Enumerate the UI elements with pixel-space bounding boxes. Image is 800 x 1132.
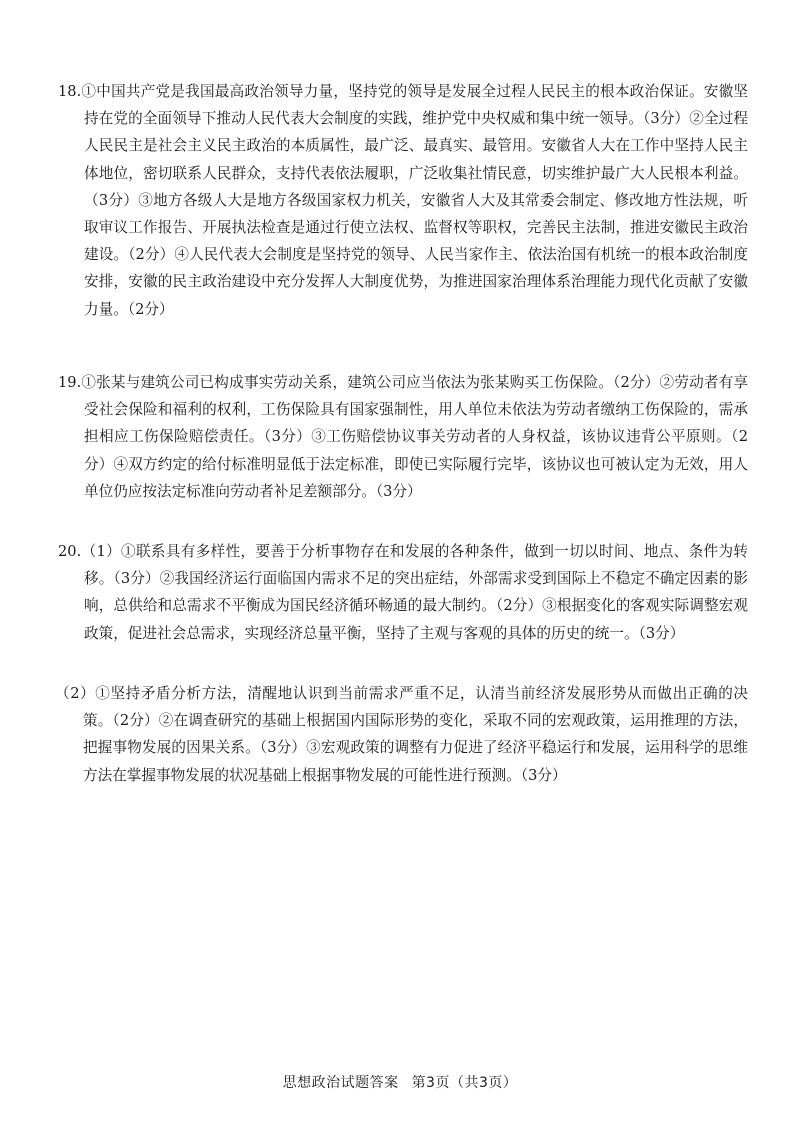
footer-page-number: 第3页（共3页） <box>411 1075 518 1091</box>
footer-subject: 思想政治试题答案 <box>282 1075 399 1091</box>
answer-q20-part2-text: （2）①坚持矛盾分析方法，清醒地认识到当前需求严重不足，认清当前经济发展形势从而做出正确的决策。（2分）②在调查研究的基础上根据国内国际形势的变化，采取不同的宏观政策，运用推理的方法，把握事物发展的因果关系。（3分）③宏观政策的调整有力促进了经济平稳运行和发展，运用科学的思维方法在掌握事物发展的状况基础上根据事物发展的可能性进行预测。（3分） <box>55 685 748 784</box>
answer-q18 <box>58 78 748 323</box>
answer-q19 <box>58 369 748 505</box>
page-footer <box>0 1072 800 1092</box>
answer-q18-text: 18.①中国共产党是我国最高政治领导力量，坚持党的领导是发展全过程人民民主的根本政治保证。安徽坚持在党的全面领导下推动人民代表大会制度的实践，维护党中央权威和集中统一领导。（3分）②全过程人民民主是社会主义民主政治的本质属性，最广泛、最真实、最管用。安徽省人大在工作中坚持人民主体地位，密切联系人民群众，支持代表依法履职，广泛收集社情民意，切实维护最广大人民根本利益。（3分）③地方各级人大是地方各级国家权力机关，安徽省人大及其常委会制定、修改地方性法规，听取审议工作报告、开展执法检查是通过行使立法权、监督权等职权，完善民主法制，推进安徽民主政治建设。（2分）④人民代表大会制度是坚持党的领导、人民当家作主、依法治国有机统一的根本政治制度安排，安徽的民主政治建设中充分发挥人大制度优势，为推进国家治理体系治理能力现代化贡献了安徽力量。（2分） <box>58 83 748 318</box>
answer-q20-part1 <box>58 538 748 647</box>
answer-q20-part1-text: 20.（1）①联系具有多样性，要善于分析事物存在和发展的各种条件，做到一切以时间、地点、条件为转移。（3分）②我国经济运行面临国内需求不足的突出症结，外部需求受到国际上不稳定不确定因素的影响，总供给和总需求不平衡成为国民经济循环畅通的最大制约。（2分）③根据变化的客观实际调整宏观政策，促进社会总需求，实现经济总量平衡，坚持了主观与客观的具体的历史的统一。（3分） <box>58 543 748 642</box>
answer-q19-text: 19.①张某与建筑公司已构成事实劳动关系，建筑公司应当依法为张某购买工伤保险。（2分）②劳动者有享受社会保险和福利的权利，工伤保险具有国家强制性，用人单位未依法为劳动者缴纳工伤保险的，需承担相应工伤保险赔偿责任。（3分）③工伤赔偿协议事关劳动者的人身权益，该协议违背公平原则。（2分）④双方约定的给付标准明显低于法定标准，即使已实际履行完毕，该协议也可被认定为无效，用人单位仍应按法定标准向劳动者补足差额部分。（3分） <box>58 374 748 500</box>
answer-q20-part2 <box>55 680 748 789</box>
